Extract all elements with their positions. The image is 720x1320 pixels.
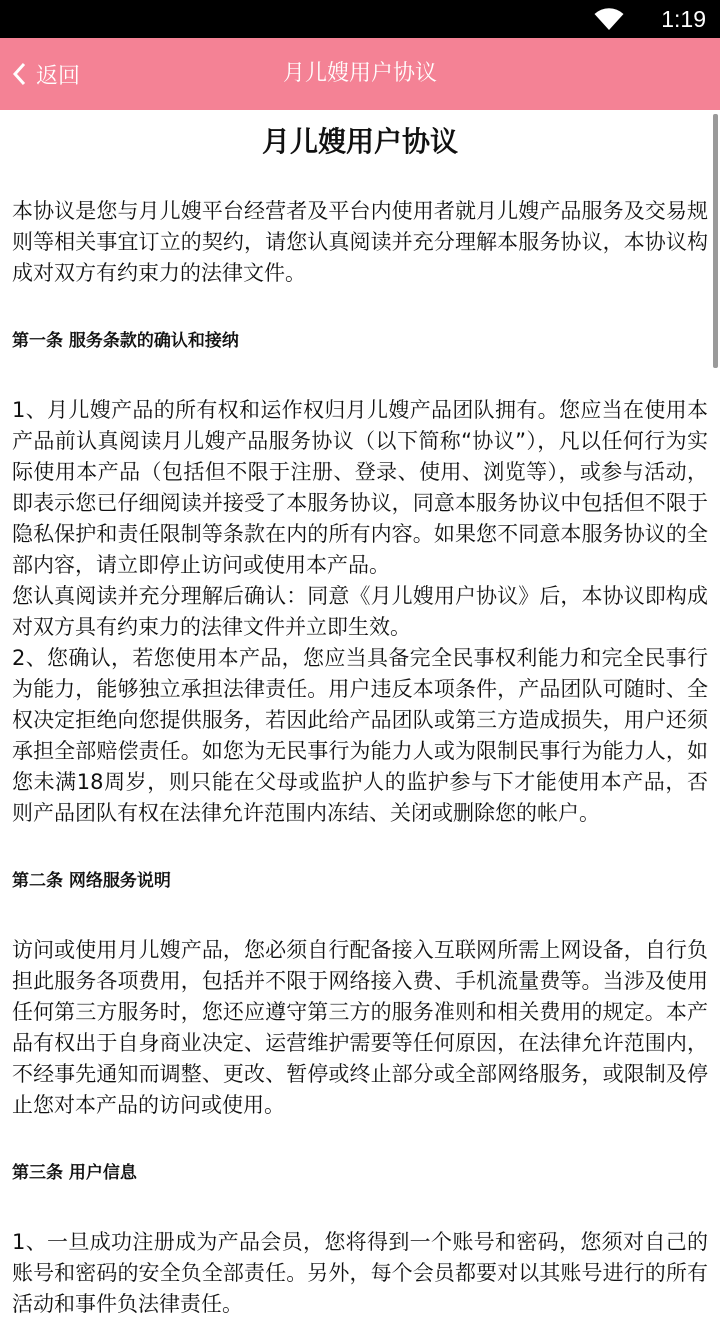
intro-paragraph: 本协议是您与月儿嫂平台经营者及平台内使用者就月儿嫂产品服务及交易规则等相关事宜订立的契约，请您认真阅读并充分理解本服务协议，本协议构成对双方有约束力的法律文件。 (12, 199, 708, 285)
section-paragraph: 2、您确认，若您使用本产品，您应当具备完全民事权利能力和完全民事行为能力，能够独立承担法律责任。用户违反本项条件，产品团队可随时、全权决定拒绝向您提供服务，若因此给产品团队或第三方造成损失，用户还须承担全部赔偿责任。如您为无民事行为能力人或为限制民事行为能力人，如您未满18周岁，则只能在父母或监护人的监护参与下才能使用本产品，否则产品团队有权在法律允许范围内冻结、关闭或删除您的帐户。 (12, 646, 708, 825)
wifi-icon (594, 7, 624, 31)
app-header (0, 38, 720, 110)
page-title: 月儿嫂用户协议 (282, 61, 437, 86)
section-paragraph: 1、一旦成功注册成为产品会员，您将得到一个账号和密码，您须对自己的账号和密码的安全负全部责任。另外，每个会员都要对以其账号进行的所有活动和事件负法律责任。 (12, 1230, 708, 1316)
section-paragraph: 访问或使用月儿嫂产品，您必须自行配备接入互联网所需上网设备，自行负担此服务各项费用，包括并不限于网络接入费、手机流量费等。当涉及使用任何第三方服务时，您还应遵守第三方的服务准则和相关费用的规定。本产品有权出于自身商业决定、运营维护需要等任何原因，在法律允许范围内，不经事先通知而调整、更改、暂停或终止部分或全部网络服务，或限制及停止您对本产品的访问或使用。 (12, 938, 708, 1117)
chevron-left-icon (12, 62, 26, 86)
section-heading: 第二条 网络服务说明 (12, 871, 171, 891)
scrollbar-thumb[interactable] (713, 114, 718, 368)
back-button[interactable] (12, 52, 80, 96)
document-title: 月儿嫂用户协议 (261, 125, 458, 158)
section-heading: 第三条 用户信息 (12, 1163, 137, 1183)
status-bar (0, 0, 720, 38)
agreement-content[interactable] (0, 110, 720, 1316)
clock: 1:19 (661, 6, 706, 32)
section-paragraph: 1、月儿嫂产品的所有权和运作权归月儿嫂产品团队拥有。您应当在使用本产品前认真阅读月儿嫂产品服务协议（以下简称“协议”），凡以任何行为实际使用本产品（包括但不限于注册、登录、使用、浏览等），或参与活动，即表示您已仔细阅读并接受了本服务协议，同意本服务协议中包括但不限于隐私保护和责任限制等条款在内的所有内容。如果您不同意本服务协议的全部内容，请立即停止访问或使用本产品。 (12, 398, 708, 577)
section-paragraph: 您认真阅读并充分理解后确认：同意《月儿嫂用户协议》后，本协议即构成对双方具有约束力的法律文件并立即生效。 (12, 584, 708, 639)
back-label: 返回 (36, 63, 81, 89)
section-heading: 第一条 服务条款的确认和接纳 (12, 331, 239, 351)
